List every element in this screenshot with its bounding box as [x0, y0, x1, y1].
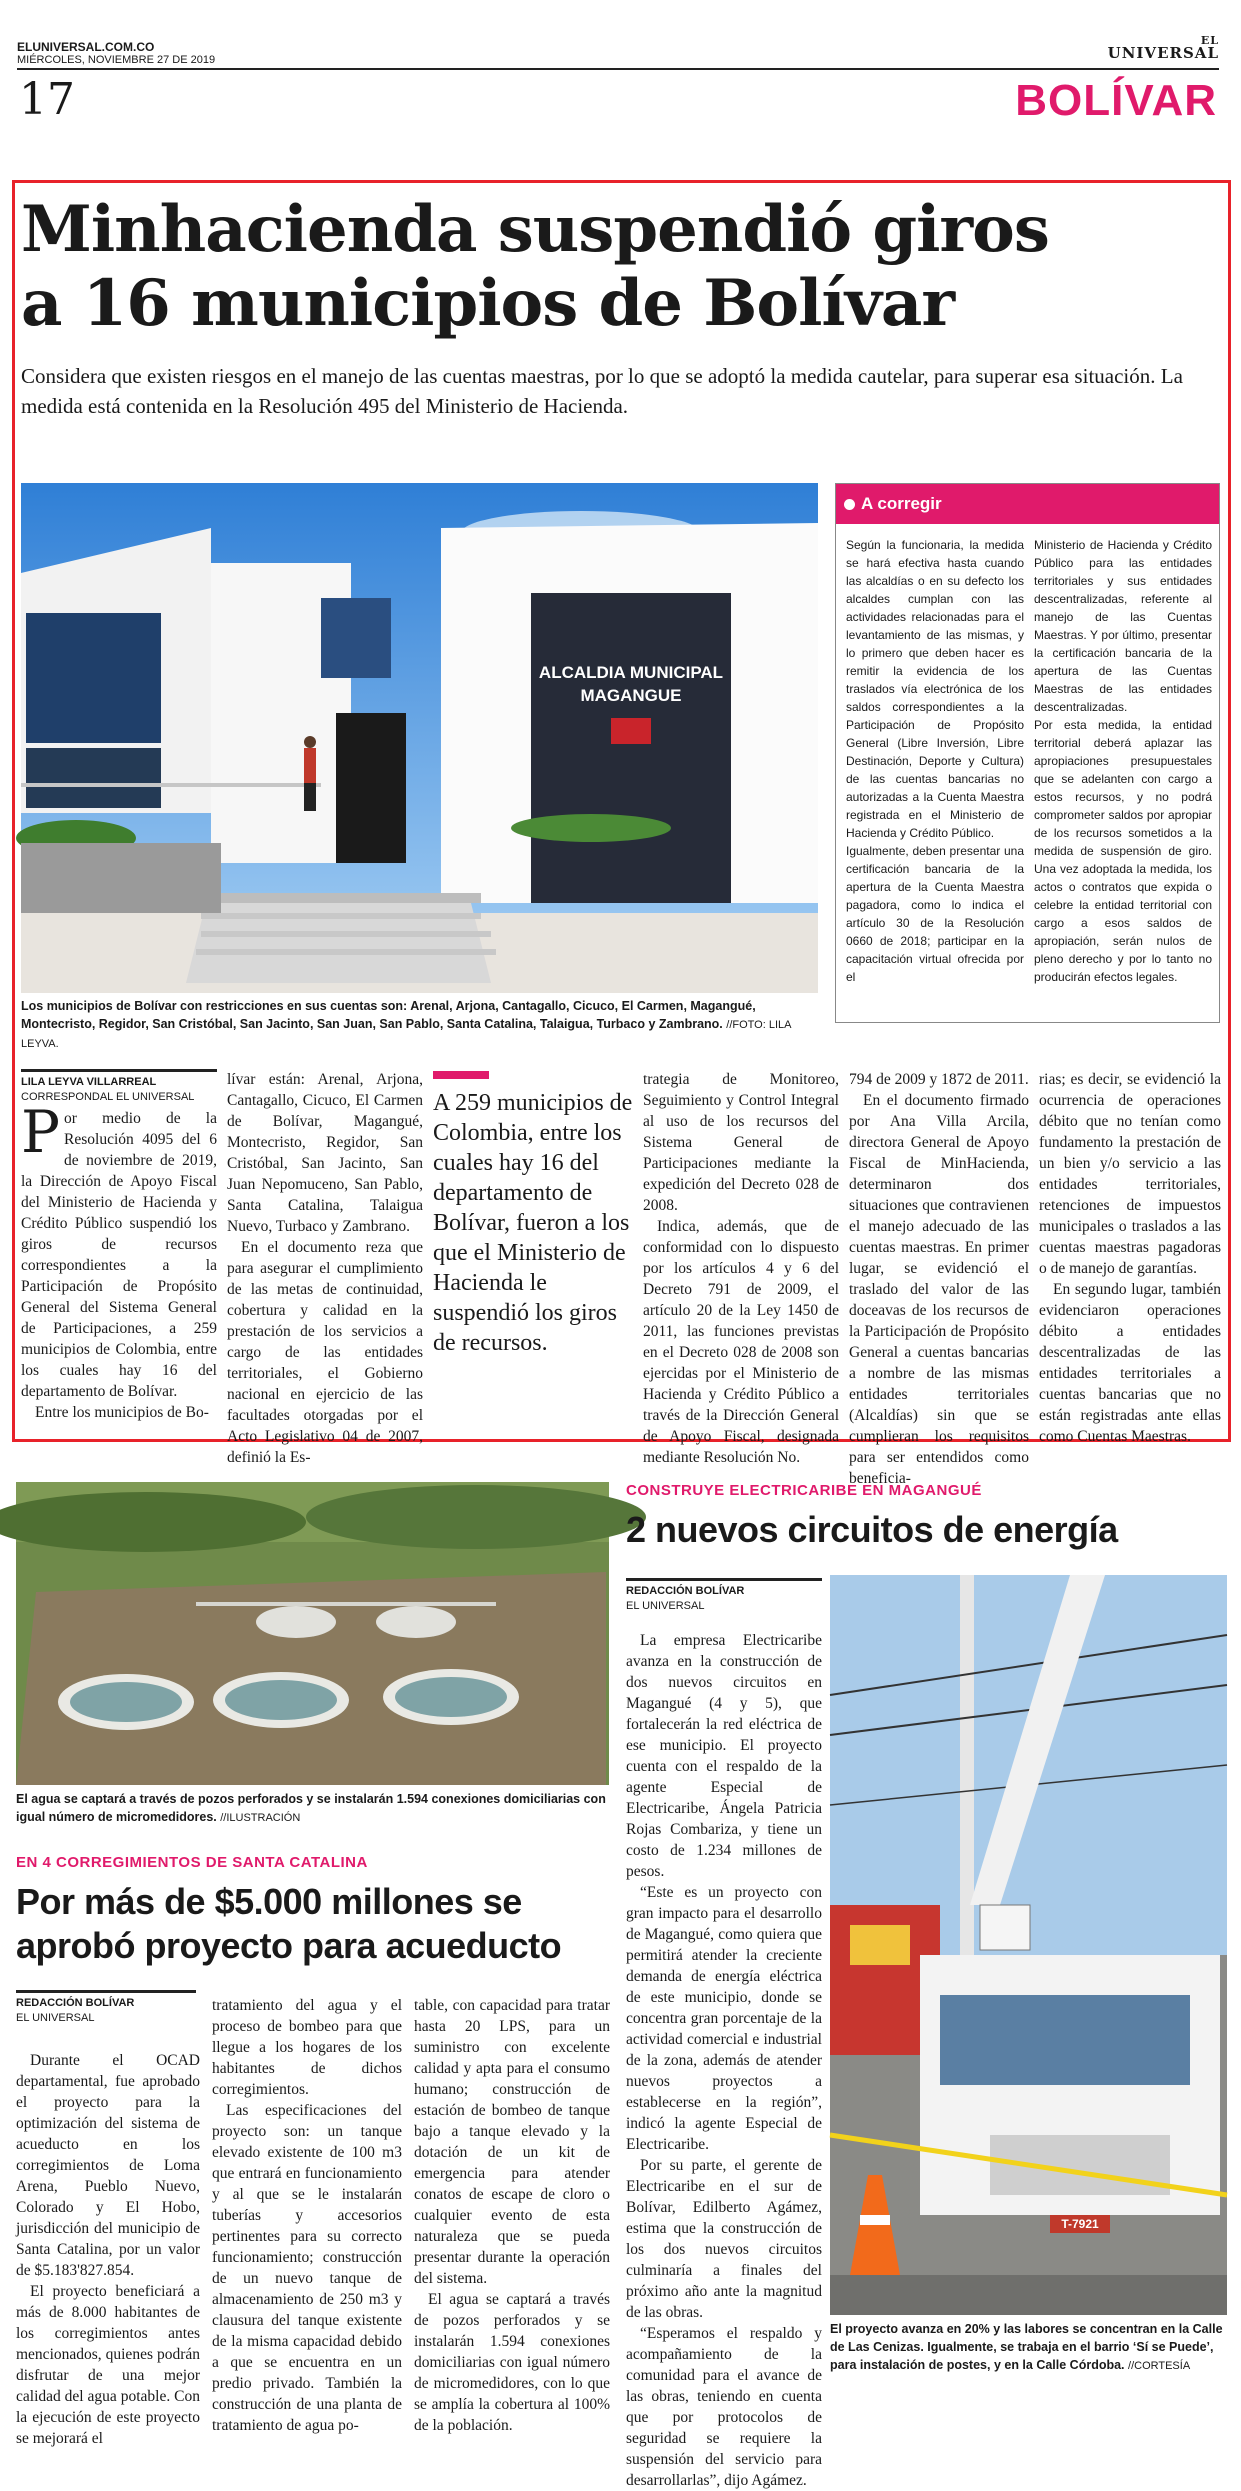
sidebar-column-right [1034, 536, 1212, 986]
body-paragraph: “Esperamos el respaldo y acompañamiento de la comunidad para el avance de las obras, teniendo en cuenta que por protocolos de seguridad se requiere la suspensión del servicio para desarrollarlas”, dijo Agámez. [626, 2325, 822, 2489]
body-paragraph: lívar están: Arenal, Arjona, Cantagallo, Cicuco, El Carmen de Bolívar, Magangué, Montecristo, Regidor, San Cristóbal, San Jacinto, San Juan Nepomuceno, San Pablo, Santa Catalina, Talaigua Nuevo, Turbaco y Zambrano. [227, 1071, 423, 1235]
site-url[interactable]: ELUNIVERSAL.COM.CO [17, 40, 155, 54]
body-paragraph: “Este es un proyecto con gran impacto para el desarrollo de Magangué, como quiera que permitirá atender la creciente demanda de energía eléctrica de este municipio, donde se concentra gran porcentaje de la actividad comercial e industrial de la zona, además de atender nuevos proyectos a establecerse en la región”, indicó la agente Especial de Electricaribe. [626, 1884, 822, 2153]
photo-credit: //CORTESÍA [1128, 2360, 1191, 2372]
body-paragraph: 794 de 2009 y 1872 de 2011. [849, 1071, 1029, 1088]
story2-column-2 [212, 1995, 402, 2436]
body-paragraph: rias; es decir, se evidenció la ocurrencia de operaciones débito que no tenían como fundamento la prestación de un bien y/o servicio a las entidades territoriales, retenciones de impuestos municipales o traslados a las cuentas maestras pagadoras o de manejo de garantías. [1039, 1071, 1221, 1277]
sidebar-column-left [846, 536, 1024, 986]
sidebar-title: A corregir [861, 494, 942, 513]
town-hall-photo [21, 483, 818, 993]
water-photo-caption [16, 1790, 609, 1827]
body-paragraph: La empresa Electricaribe avanza en la construcción de dos nuevos circuitos en Magangué (4 y 5), que fortalecerán la red eléctrica de ese municipio. El proyecto cuenta con el respaldo de la agente Especial de Electricaribe, Ángela Patricia Rojas Combariza, y tiene un costo de 1.234 millones de pesos. [626, 1632, 822, 1880]
body-paragraph: table, con capacidad para tratar hasta 20 LPS, para un suministro con excelente calidad y apta para el consumo humano; construcción de estación de bombeo de tanque bajo a tanque elevado y la dotación de un kit de emergencia para atender conatos de escape de cloro o cualquier evento de esta naturaleza que se pueda presentar durante la operación del sistema. [414, 1997, 610, 2287]
pull-quote-bar [433, 1071, 489, 1079]
body-paragraph: Entre los municipios de Bo- [35, 1404, 209, 1421]
dateline: MIÉRCOLES, NOVIEMBRE 27 DE 2019 [17, 54, 216, 66]
masthead [15, 28, 1227, 128]
body-paragraph: En el documento firmado por Ana Villa Arcila, directora General de Apoyo Fiscal de MinHacienda, determinaron dos situaciones que contravienen el manejo adecuado de las cuentas maestras. En primer lugar, se evidenció el traslado del valor de las doceavas de los recursos de la Participación de Propósito General a cuentas bancarias a nombre de las mismas entidades territoriales (Alcaldías) sin que se cumplieran los requisitos para ser entendidos como beneficia- [849, 1092, 1029, 1487]
photo-credit: //FOTO: LILA LEYVA. [21, 1019, 791, 1050]
truck-photo-caption [830, 2320, 1227, 2375]
headline-line-2: a 16 municipios de Bolívar [21, 266, 955, 341]
body-paragraph: El proyecto beneficiará a más de 8.000 habitantes de los corregimientos antes mencionados, quienes podrán disfrutar de una mejor calidad del agua potable. Con la ejecución de este proyecto se mejorará el [16, 2283, 200, 2447]
headline-line-1: Minhacienda suspendió giros [21, 192, 1049, 267]
pull-quote: A 259 municipios de Colombia, entre los cuales hay 16 del departamento de Bolívar, fueron a los que el Ministerio de Hacienda le suspendió los giros de recursos. [433, 1090, 633, 1356]
caption-text: El agua se captará a través de pozos perforados y se instalarán 1.594 conexiones domiciliarias con igual número de micromedidores. [16, 1792, 606, 1824]
sign-text-1: ALCALDIA MUNICIPAL [538, 663, 724, 682]
body-paragraph: Indica, además, que de conformidad con lo dispuesto por los artículos 4 y 6 del Decreto 791 de 2009, el artículo 20 de la Ley 1450 de 2011, las funciones previstas en el Decreto 028 de 2008 son ejercidas por el Ministerio de Hacienda y Crédito Público a través de la Dirección General de Apoyo Fiscal, designada mediante Resolución No. [643, 1218, 839, 1466]
byline-name: LILA LEYVA VILLARREAL [21, 1069, 217, 1090]
bucket-truck-photo [830, 1575, 1227, 2315]
photo-caption [21, 997, 818, 1053]
byline-name: REDACCIÓN BOLÍVAR [626, 1578, 822, 1599]
body-text: or medio de la Resolución 4095 del 6 de noviembre de 2019, la Dirección de Apoyo Fiscal del Ministerio de Hacienda y Crédito Público suspendió los giros de recursos correspondientes a la Participación de Propósito General del Sistema General de Participaciones, a 259 municipios de Colombia, entre los cuales hay 16 del departamento de Bolívar. [21, 1110, 217, 1400]
main-story [12, 180, 1231, 1487]
sidebar-paragraph: Igualmente, deben presentar una certificación bancaria de la apertura de la Cuenta Maestra pagadora, como lo indica el artículo 30 de la Resolución 0660 de 2018; participar en la capacitación virtual ofrecida por el [846, 844, 1024, 984]
byline-name: REDACCIÓN BOLÍVAR [16, 1990, 196, 2011]
byline-role: EL UNIVERSAL [626, 1600, 705, 1612]
plate-text: T-7921 [1061, 2217, 1099, 2231]
sidebar-box [835, 483, 1220, 1023]
story3-byline [626, 1578, 822, 1614]
body-paragraph: Durante el OCAD departamental, fue aprobado el proyecto para la optimización del sistema de acueducto en los corregimientos de Loma Arena, Pueblo Nuevo, Colorado y El Hobo, jurisdicción del municipio de Santa Catalina, por un valor de $5.183'827.854. [16, 2052, 200, 2279]
sidebar-header [836, 484, 1219, 524]
story2-column-3 [414, 1995, 610, 2436]
body-paragraph: Las especificaciones del proyecto son: un tanque elevado existente de 100 m3 que entrará en funcionamiento y al que se le instalarán tuberías y accesorios pertinentes para su correcto funcionamiento; construcción de un nuevo tanque de almacenamiento de 250 m3 y clausura del tanque existente de la misma capacidad debido a que se encuentra en un predio privado. También la construcción de una planta de tratamiento de agua po- [212, 2102, 402, 2434]
photo-credit: //ILUSTRACIÓN [220, 1812, 301, 1824]
body-paragraph: tratamiento del agua y el proceso de bombeo para que llegue a los hogares de los habitantes de dichos corregimientos. [212, 1997, 402, 2098]
water-plant-photo [16, 1482, 609, 1785]
story2-kicker: EN 4 CORREGIMIENTOS DE SANTA CATALINA [16, 1854, 368, 1871]
sidebar-paragraph: Ministerio de Hacienda y Crédito Público para las entidades territoriales y sus entidades descentralizadas, referente al manejo de las Cuentas Maestras. Y por último, presentar la certificación bancaria de la apertura de las Cuentas Maestras de las entidades descentralizadas. [1034, 538, 1212, 714]
body-paragraph: En segundo lugar, también evidenciaron operaciones débito a entidades descentralizadas de las entidades territoriales a cuentas bancarias que no están registradas ante ellas como Cuentas Maestras. [1039, 1281, 1221, 1445]
body-column-5 [849, 1069, 1029, 1489]
sign-text-2: MAGANGUE [580, 686, 682, 705]
body-paragraph: En el documento reza que para asegurar el cumplimiento de las metas de continuidad, cobertura y calidad en la prestación de los servicios a cargo de las entidades territoriales, el Gobierno nacional en ejercicio de las facultades otorgadas por el Acto Legislativo 04 de 2007, definió la Es- [227, 1239, 423, 1466]
main-headline [21, 193, 1221, 341]
body-paragraph: Por su parte, el gerente de Electricaribe en el sur de Bolívar, Edilberto Agámez, estima que la construcción de los dos nuevos circuitos culminaría a finales del próximo año ante la magnitud de las obras. [626, 2157, 822, 2321]
sidebar-paragraph: Según la funcionaria, la medida se hará efectiva hasta cuando las alcaldías o en su defecto los alcaldes cumplan con las actividades relacionadas para el levantamiento de las mismas, y lo primero que deben hacer es remitir la evidencia de los traslados vía electrónica de los saldos correspondientes a la Participación de Propósito General (Libre Inversión, Libre Destinación, Deporte y Cultura) de las cuentas bancarias no autorizadas a la Cuenta Maestra registrada en el Ministerio de Hacienda y Crédito Público. [846, 538, 1024, 840]
caption-text: Los municipios de Bolívar con restricciones en sus cuentas son: Arenal, Arjona, Cantagallo, Cicuco, El Carmen, Magangué, Montecristo, Regidor, San Cristóbal, San Jacinto, San Juan, San Pablo, Santa Catalina, Talaigua, Turbaco y Zambrano. [21, 999, 756, 1031]
deck: Considera que existen riesgos en el manejo de las cuentas maestras, por lo que se adoptó la medida cautelar, para superar esa situación. La medida está contenida en la Resolución 495 del Ministerio de Hacienda. [21, 364, 1183, 418]
story2-headline: Por más de $5.000 millones se aprobó proyecto para acueducto [16, 1881, 562, 1966]
story3-kicker: CONSTRUYE ELECTRICARIBE EN MAGANGUÉ [626, 1482, 982, 1499]
body-column-2 [227, 1069, 423, 1468]
body-paragraph [21, 1098, 217, 1402]
byline-role: CORRESPONDAL EL UNIVERSAL [21, 1091, 195, 1103]
body-paragraph: trategia de Monitoreo, Seguimiento y Control Integral al uso de los recursos del Sistema General de Participaciones mediante la expedición del Decreto 028 de 2008. [643, 1071, 839, 1214]
bullet-icon [844, 499, 855, 510]
masthead-rule [17, 68, 1219, 70]
logo-el: EL [1200, 34, 1219, 47]
story3-headline: 2 nuevos circuitos de energía [626, 1509, 1118, 1550]
page-number: 17 [19, 74, 75, 125]
byline-role: EL UNIVERSAL [16, 2012, 95, 2024]
body-paragraph: El agua se captará a través de pozos perforados y se instalarán 1.594 conexiones domiciliarias con igual número de micromedidores, con lo que se amplía la cobertura al 100% de la población. [414, 2291, 610, 2434]
sidebar-paragraph: Por esta medida, la entidad territorial deberá aplazar las apropiaciones presupuestales que se adelanten con cargo a estos recursos, y no podrá comprometer saldos por apropiar de los recursos sometidos a la medida de suspensión de giro. Una vez adoptada la medida, los actos o contratos que expida o celebre la entidad territorial con cargo a esos saldos de apropiación, serán nulos de pleno derecho y por lo tanto no producirán efectos legales. [1034, 718, 1212, 984]
drop-cap: P [21, 1098, 61, 1166]
caption-text: El proyecto avanza en 20% y las labores se concentran en la Calle de Las Cenizas. Igualmente, se trabaja en el barrio ‘Sí se Puede’, para instalación de postes, y en la Calle Córdoba. [830, 2322, 1223, 2372]
story3-column [626, 1630, 822, 2491]
body-column-6 [1039, 1069, 1221, 1447]
story2-column-1 [16, 2050, 200, 2449]
logo-universal: UNIVERSAL [1107, 44, 1219, 62]
body-column-4 [643, 1069, 839, 1468]
section-title: BOLÍVAR [1015, 76, 1217, 125]
story2-byline [16, 1990, 196, 2026]
body-column-1 [21, 1098, 217, 1423]
